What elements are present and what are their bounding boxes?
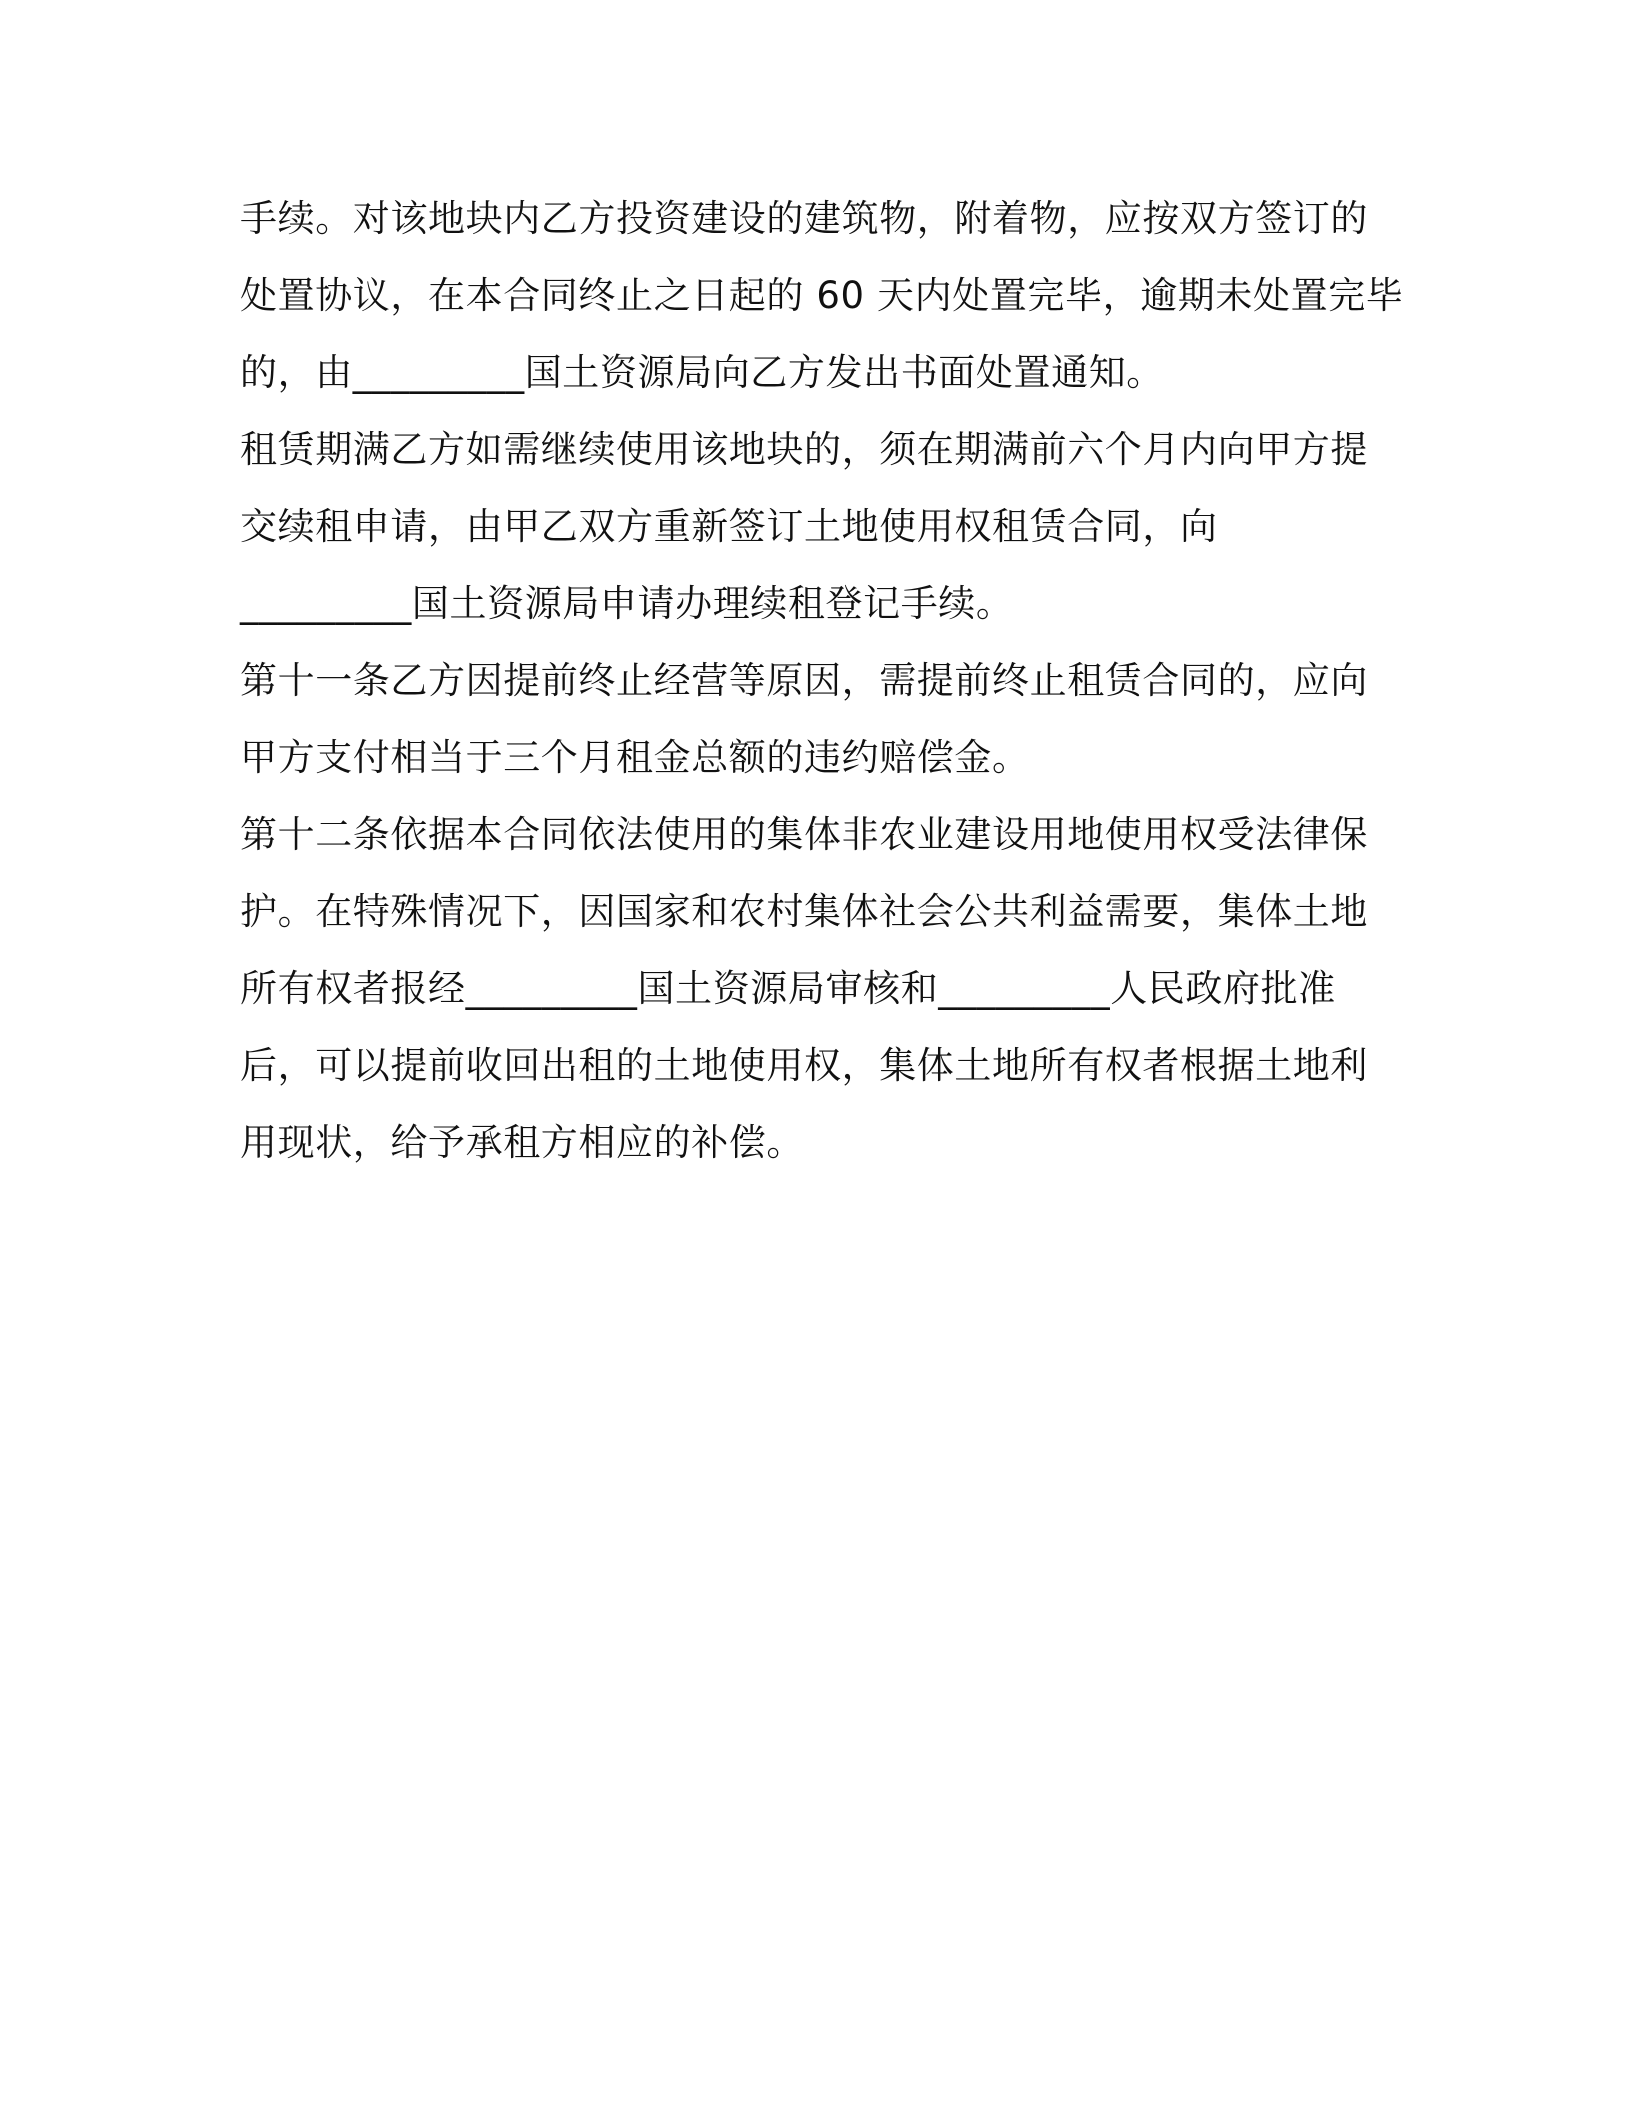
text-line: 第十一条乙方因提前终止经营等原因，需提前终止租赁合同的，应向	[240, 659, 1368, 702]
text-line: 处置协议，在本合同终止之日起的 60 天内处置完毕，逾期未处置完毕	[240, 274, 1404, 317]
text-line: 后，可以提前收回出租的土地使用权，集体土地所有权者根据土地利	[240, 1044, 1368, 1087]
text-line: 第十二条依据本合同依法使用的集体非农业建设用地使用权受法律保	[240, 813, 1368, 856]
text-line: 所有权者报经_________国土资源局审核和_________人民政府批准	[240, 967, 1336, 1010]
text-line: 租赁期满乙方如需继续使用该地块的，须在期满前六个月内向甲方提	[240, 428, 1368, 471]
text-line: 的，由_________国土资源局向乙方发出书面处置通知。	[240, 351, 1164, 394]
text-line: _________国土资源局申请办理续租登记手续。	[240, 582, 1014, 625]
text-line: 甲方支付相当于三个月租金总额的违约赔偿金。	[240, 736, 1030, 779]
document-body	[240, 186, 1404, 1187]
text-line: 护。在特殊情况下，因国家和农村集体社会公共利益需要，集体土地	[240, 890, 1368, 933]
text-line: 手续。对该地块内乙方投资建设的建筑物，附着物，应按双方签订的	[240, 197, 1368, 240]
text-line: 交续租申请，由甲乙双方重新签订土地使用权租赁合同，向	[240, 505, 1218, 548]
text-line: 用现状，给予承租方相应的补偿。	[240, 1121, 804, 1164]
